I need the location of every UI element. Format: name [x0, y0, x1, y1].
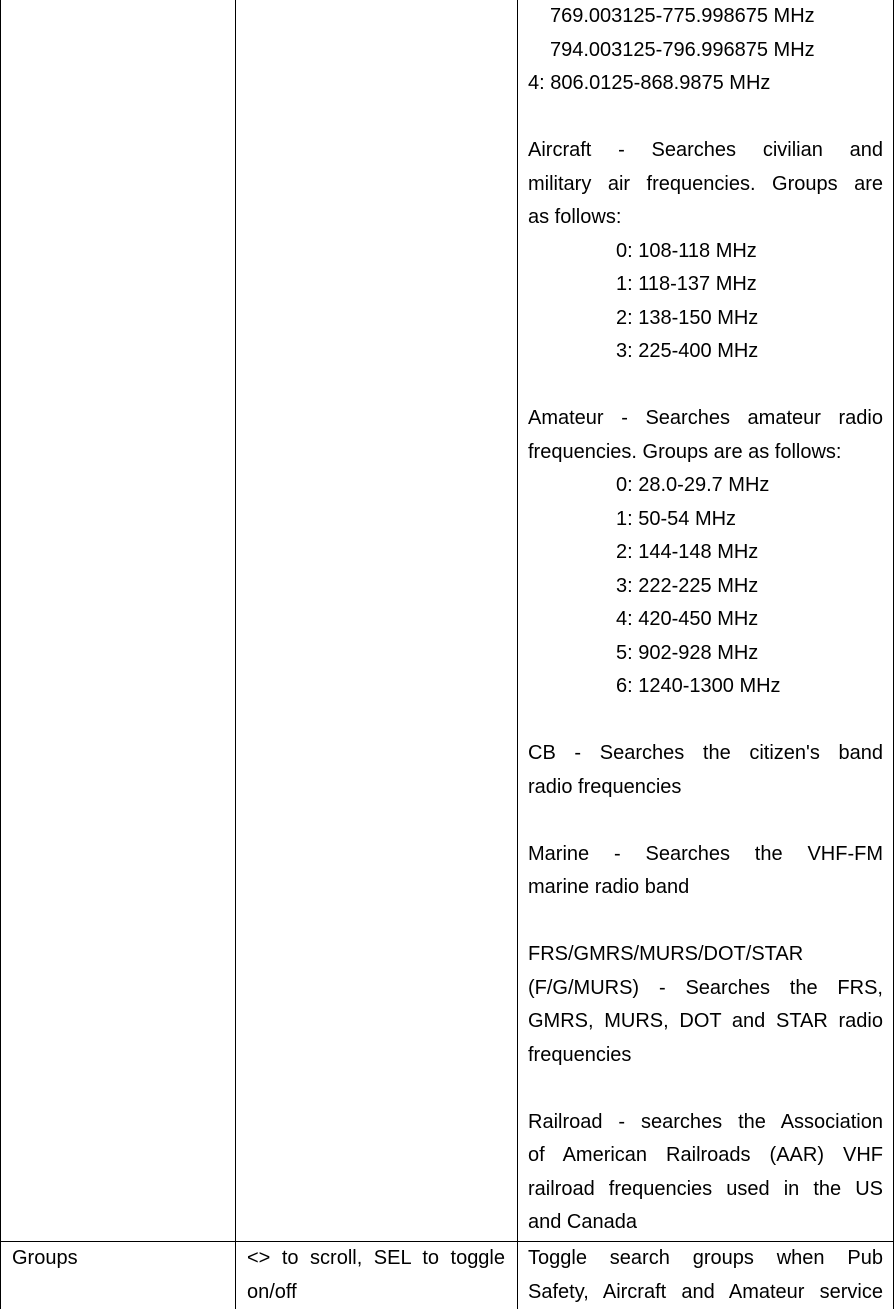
groups-keys-line: <> to scroll, SEL to toggle: [247, 1247, 505, 1269]
description-line: marine radio band: [528, 876, 690, 898]
description-line: 5: 902-928 MHz: [616, 641, 759, 664]
groups-label: Groups: [12, 1247, 78, 1269]
groups-keys-line: on/off: [247, 1280, 297, 1303]
description-line: 1: 118-137 MHz: [616, 273, 757, 295]
description-line: Marine - Searches the VHF-FM: [528, 842, 883, 865]
description-line: 4: 806.0125-868.9875 MHz: [528, 72, 771, 94]
description-line: 4: 420-450 MHz: [616, 608, 759, 630]
description-line: military air frequencies. Groups are: [528, 172, 883, 195]
description-line: Amateur - Searches amateur radio: [528, 407, 883, 429]
description-line: [528, 1072, 883, 1106]
description-line: FRS/GMRS/MURS/DOT/STAR: [528, 943, 804, 965]
description-line: 3: 222-225 MHz: [616, 574, 759, 597]
description-line: as follows:: [528, 206, 622, 228]
description-line: CB - Searches the citizen's band: [528, 742, 883, 764]
description-line: frequencies. Groups are as follows:: [528, 440, 842, 463]
table-border-col2: [517, 0, 518, 1309]
description-line: (F/G/MURS) - Searches the FRS,: [528, 976, 883, 999]
description-line: 2: 138-150 MHz: [616, 306, 759, 329]
description-line: 6: 1240-1300 MHz: [616, 675, 781, 697]
description-line: railroad frequencies used in the US: [528, 1177, 883, 1200]
description-line: [528, 369, 883, 403]
description-line: [528, 905, 883, 939]
description-line: and Canada: [528, 1211, 637, 1233]
description-line: 0: 28.0-29.7 MHz: [616, 474, 770, 496]
groups-description-line: Safety, Aircraft and Amateur service: [528, 1280, 883, 1303]
description-line: Railroad - searches the Association: [528, 1110, 883, 1133]
description-line: frequencies: [528, 1043, 632, 1066]
description-line: 3: 225-400 MHz: [616, 340, 759, 362]
table-border-left: [0, 0, 1, 1309]
description-line: 769.003125-775.998675 MHz: [550, 5, 815, 27]
description-line: [528, 704, 883, 738]
groups-description-cell: [528, 1242, 883, 1309]
table-border-col1: [235, 0, 236, 1309]
description-line: 1: 50-54 MHz: [616, 507, 737, 530]
service-description-cell: [528, 0, 883, 1240]
groups-label-cell: [12, 1242, 227, 1276]
groups-description-line: Toggle search groups when Pub: [528, 1247, 883, 1269]
description-line: of American Railroads (AAR) VHF: [528, 1144, 883, 1166]
description-line: 794.003125-796.996875 MHz: [550, 38, 815, 61]
description-line: [528, 804, 883, 838]
description-line: 0: 108-118 MHz: [616, 239, 757, 262]
description-line: Aircraft - Searches civilian and: [528, 139, 883, 161]
groups-keys-cell: [247, 1242, 505, 1309]
table-border-right: [893, 0, 894, 1309]
description-line: [528, 101, 883, 135]
description-line: 2: 144-148 MHz: [616, 541, 759, 563]
description-line: radio frequencies: [528, 775, 682, 798]
description-line: GMRS, MURS, DOT and STAR radio: [528, 1010, 883, 1032]
